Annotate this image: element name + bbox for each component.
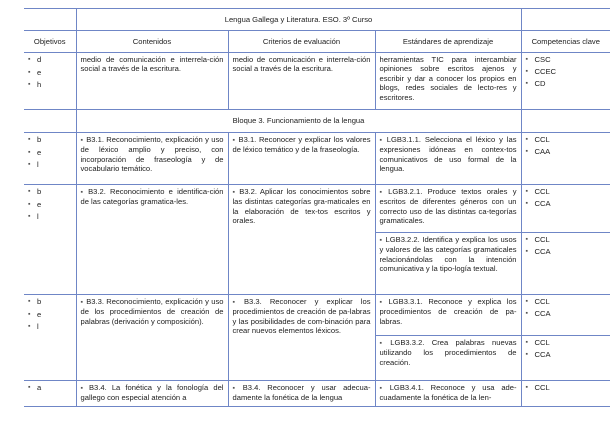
competencias-list (526, 235, 607, 257)
header-estandares: Estándares de aprendizaje (375, 31, 521, 53)
list-item: ▪ CCL (526, 297, 607, 306)
header-competencias: Competencias clave (521, 31, 610, 53)
list-item: ▪ l (28, 322, 72, 331)
bloque-heading: Bloque 3. Funcionamiento de la lengua (76, 110, 521, 133)
list-item: ▪ l (28, 160, 72, 169)
table-row (24, 295, 610, 336)
list-item: ▪ a (28, 383, 72, 392)
criterios-cell: B3.3. Reconocer y explicar los procedimientos de creación de pa-labras y las posibilidades de com-binación para crear nuevos elementos léxicos. (232, 297, 371, 336)
contenidos-cell: B3.1. Reconocimiento, explicación y uso de léxico amplio y preciso, con incorporación de fraseología y de vocabulario temático. (80, 135, 224, 174)
estandares-cell: LGB3.2.2. Identifica y explica los usos y valores de las categorías gramaticales relacionándolas con la intención comunicativa y la tipo-logía textual. (379, 235, 517, 274)
list-item: ▪ b (28, 297, 72, 306)
list-item: ▪ l (28, 212, 72, 221)
header-criterios: Criterios de evaluación (228, 31, 375, 53)
contenidos-cell: B3.3. Reconocimiento, explicación y uso de los procedimientos de creación de palabras (derivación y composición). (80, 297, 224, 326)
criterios-cell: B3.1. Reconocer y explicar los valores de léxico temático y de la fraseología. (232, 135, 371, 155)
estandares-cell: LGB3.4.1. Reconoce y usa ade-cuadamente la fonética de la len- (379, 383, 517, 403)
list-item: ▪ b (28, 187, 72, 196)
competencias-list (526, 338, 607, 360)
competencias-list (526, 297, 607, 319)
list-item: ▪ d (28, 55, 72, 64)
list-item: ▪ CCA (526, 199, 607, 208)
list-item: ▪ CD (526, 79, 607, 88)
bloque-row (24, 110, 610, 133)
competencias-list (526, 383, 607, 392)
list-item: ▪ h (28, 80, 72, 89)
list-item: ▪ CCEC (526, 67, 607, 76)
objetivos-list (28, 297, 72, 331)
list-item: ▪ CCL (526, 338, 607, 347)
list-item: ▪ CCL (526, 187, 607, 196)
competencias-list (526, 187, 607, 209)
estandares-cell: LGB3.2.1. Produce textos orales y escritos de diferentes géneros con un correcto uso de las distintas ca-tegorías gramaticales. (379, 187, 517, 226)
estandares-cell: LGB3.1.1. Selecciona el léxico y las expresiones idóneas en contex-tos comunicativos de uso formal de la lengua. (379, 135, 517, 174)
list-item: ▪ e (28, 310, 72, 319)
contenidos-cell: medio de comunicación e interrela-ción social a través de la escritura. (76, 53, 228, 110)
header-contenidos: Contenidos (76, 31, 228, 53)
table-row (24, 133, 610, 185)
competencias-list (526, 55, 607, 89)
list-item: ▪ b (28, 135, 72, 144)
objetivos-list (28, 383, 72, 392)
criterios-cell: B3.2. Aplicar los conocimientos sobre las distintas categorías gra-maticales en la elaboración de tex-tos escritos y orales. (232, 187, 371, 226)
list-item: ▪ CCL (526, 383, 607, 392)
objetivos-list (28, 187, 72, 221)
table-row (24, 381, 610, 407)
contenidos-cell: B3.2. Reconocimiento e identifica-ción de las categorías gramatica-les. (80, 187, 224, 207)
list-item: ▪ CSC (526, 55, 607, 64)
estandares-cell: LGB3.3.1. Reconoce y explica los procedimientos de creación de pa-labras. (379, 297, 517, 326)
table-row (24, 53, 610, 110)
list-item: ▪ e (28, 200, 72, 209)
table-title: Lengua Gallega y Literatura. ESO. 3º Curso (76, 9, 521, 31)
objetivos-list (28, 135, 72, 169)
list-item: ▪ e (28, 148, 72, 157)
curriculum-table (24, 8, 610, 407)
list-item: ▪ e (28, 68, 72, 77)
list-item: ▪ CCA (526, 247, 607, 256)
header-objetivos: Objetivos (24, 31, 76, 53)
competencias-list (526, 135, 607, 157)
objetivos-list (28, 55, 72, 89)
criterios-cell: B3.4. Reconocer y usar adecua-damente la fonética de la lengua (232, 383, 371, 403)
list-item: ▪ CCL (526, 135, 607, 144)
list-item: ▪ CCA (526, 350, 607, 359)
estandares-cell: LGB3.3.2. Crea palabras nuevas utilizando los procedimientos de creación. (379, 338, 517, 367)
list-item: ▪ CCL (526, 235, 607, 244)
list-item: ▪ CAA (526, 147, 607, 156)
list-item: ▪ CCA (526, 309, 607, 318)
contenidos-cell: B3.4. La fonética y la fonología del gallego con especial atención a (80, 383, 224, 403)
criterios-cell: medio de comunicación e interrela-ción social a través de la escritura. (228, 53, 375, 110)
estandares-cell: herramientas TIC para intercambiar opiniones sobre escritos ajenos y escribir y dar a conocer los propios en blogs, redes sociales de lecto-res y escritores. (375, 53, 521, 110)
table-row (24, 185, 610, 233)
